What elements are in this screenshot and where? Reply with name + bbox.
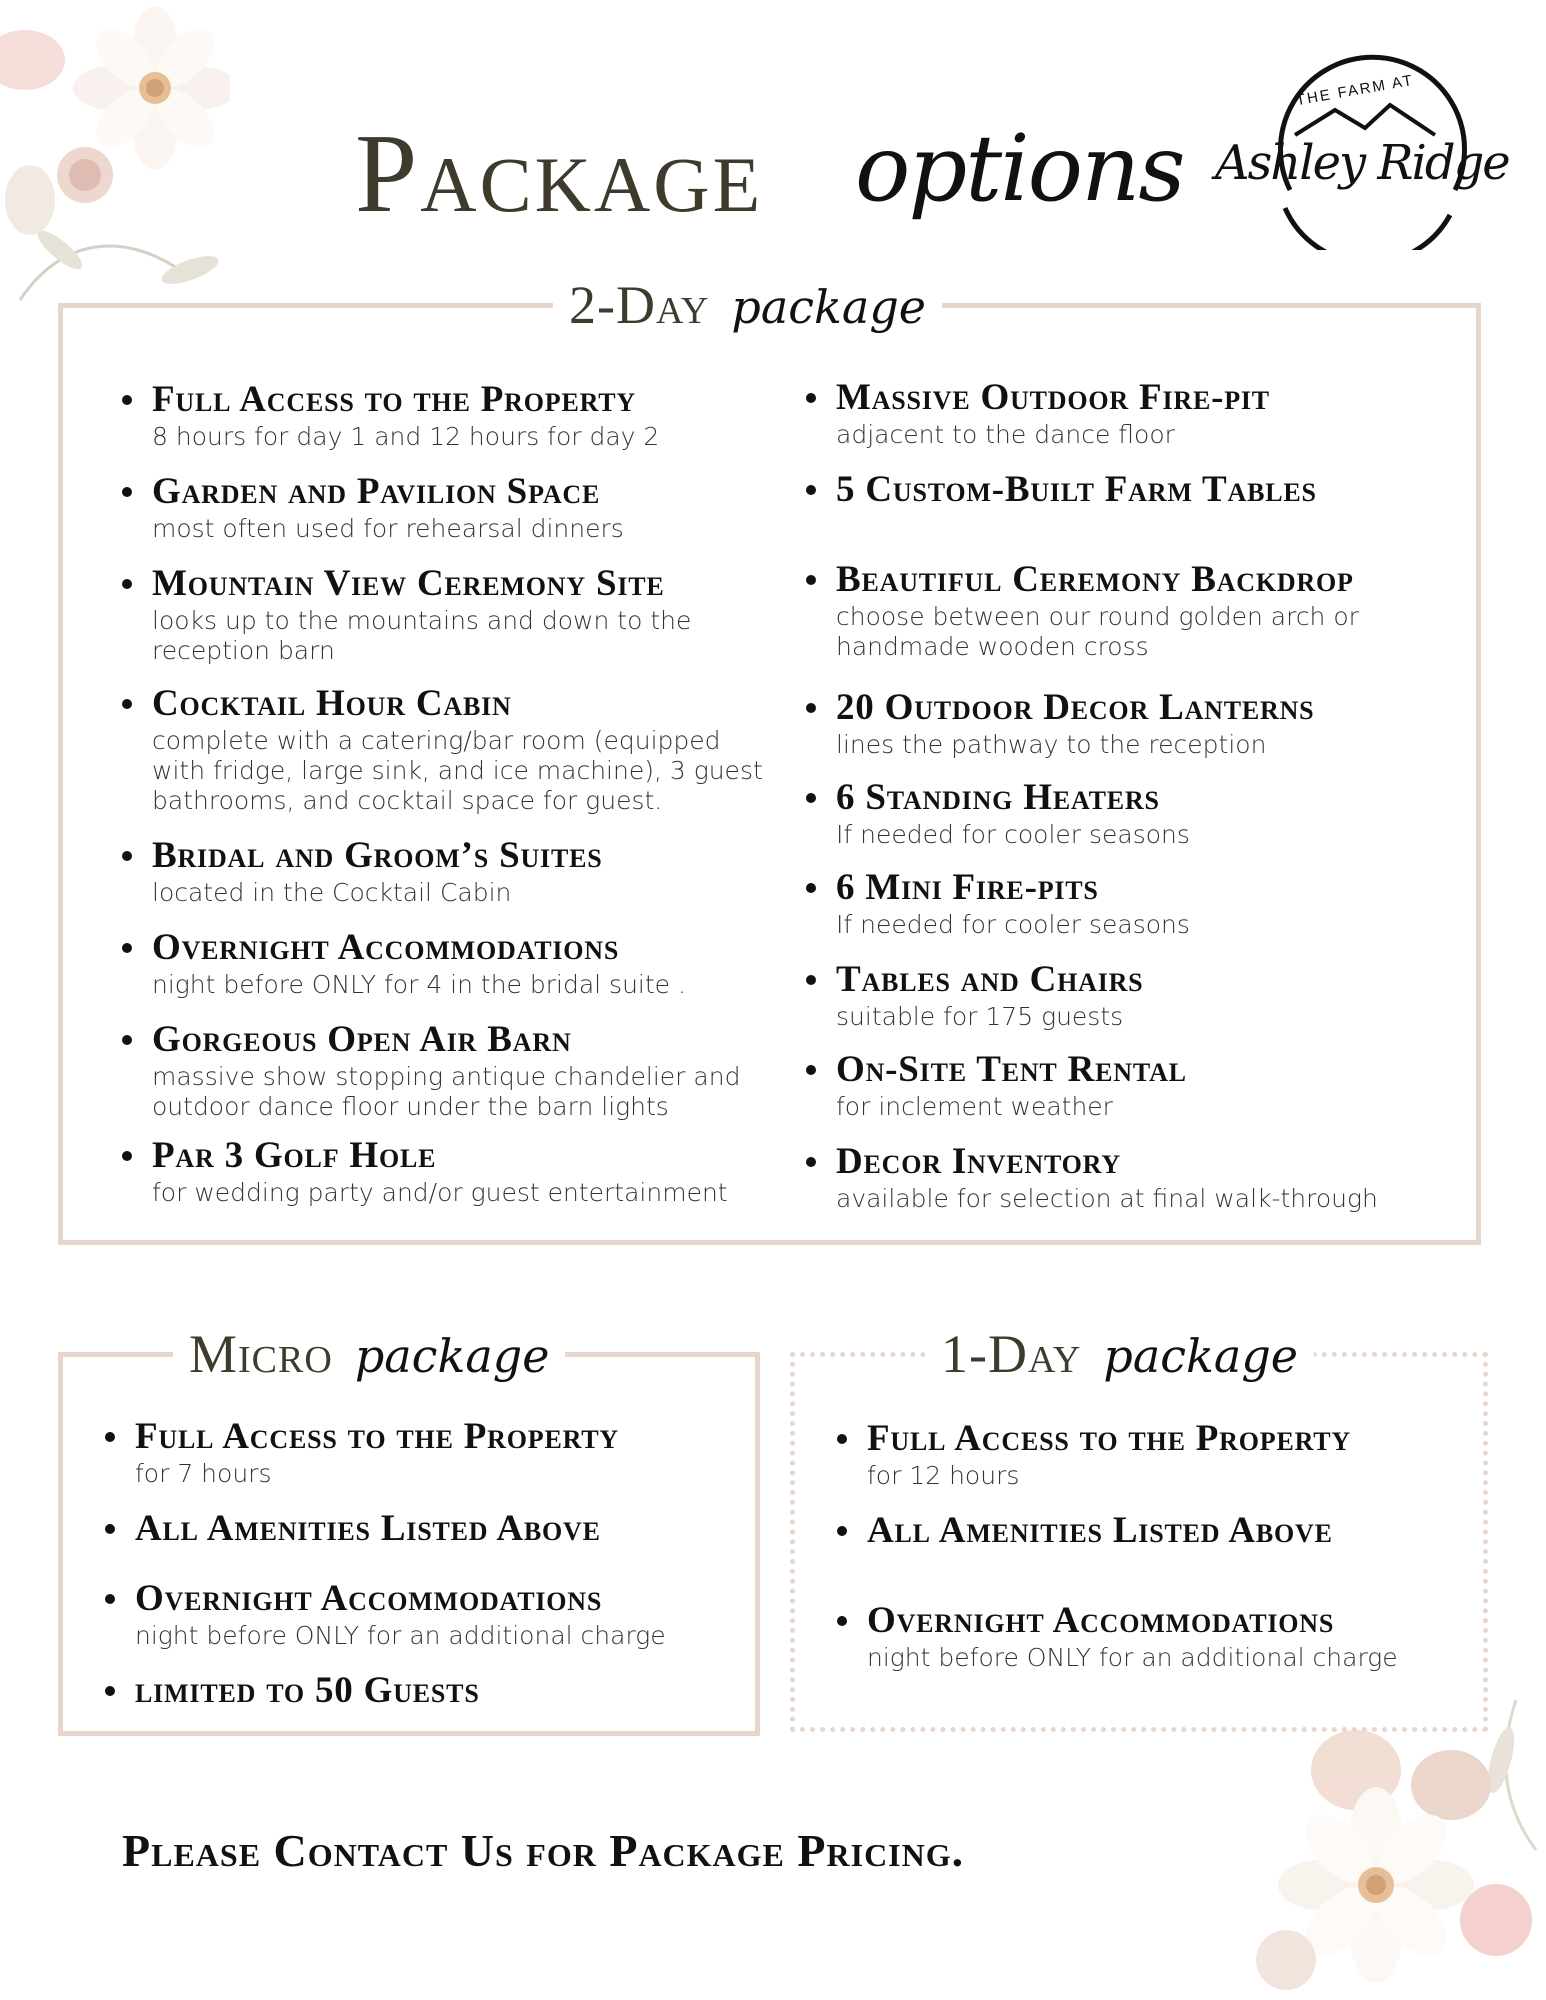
list-item <box>836 778 1436 850</box>
two-day-heading-script: package <box>731 280 926 334</box>
item-title: All Amenities Listed Above <box>135 1508 601 1549</box>
one-day-heading <box>925 1323 1314 1385</box>
list-item <box>836 378 1436 450</box>
list-item <box>867 1419 1477 1491</box>
bullet-icon <box>837 1616 847 1626</box>
bullet-icon <box>122 395 132 405</box>
bullet-icon <box>806 883 816 893</box>
floral-decoration-top-left <box>0 0 230 330</box>
bullet-icon <box>837 1526 847 1536</box>
item-title: Overnight Accommodations <box>135 1578 603 1619</box>
bullet-icon <box>122 699 132 709</box>
item-subtitle: lines the pathway to the reception <box>836 730 1267 759</box>
list-item <box>152 928 772 1000</box>
bullet-icon <box>122 579 132 589</box>
list-item <box>152 472 772 544</box>
one-day-heading-serif: 1-Day <box>941 1324 1082 1384</box>
list-item <box>152 1136 772 1208</box>
bullet-icon <box>806 1157 816 1167</box>
item-title: 20 Outdoor Decor Lanterns <box>836 687 1315 728</box>
list-item <box>152 1020 772 1122</box>
list-item <box>836 868 1436 940</box>
bullet-icon <box>122 487 132 497</box>
bullet-icon <box>806 1065 816 1075</box>
item-title: Tables and Chairs <box>836 959 1144 1000</box>
item-subtitle: for inclement weather <box>836 1092 1113 1121</box>
floral-decoration-bottom-right <box>1246 1690 1546 2000</box>
two-day-heading <box>553 274 942 336</box>
list-item <box>836 1142 1436 1214</box>
micro-package-box <box>58 1324 760 1736</box>
title-serif-text: Package <box>355 112 764 236</box>
item-subtitle: looks up to the mountains and down to the reception barn <box>152 606 692 665</box>
bullet-icon <box>122 1151 132 1161</box>
list-item <box>867 1511 1477 1553</box>
item-title: Full Access to the Property <box>135 1416 619 1457</box>
list-item <box>836 470 1436 512</box>
list-item <box>135 1671 745 1713</box>
bullet-icon <box>837 1434 847 1444</box>
bullet-icon <box>806 393 816 403</box>
one-day-heading-script: package <box>1103 1329 1298 1383</box>
bullet-icon <box>122 1035 132 1045</box>
item-title: Decor Inventory <box>836 1141 1121 1182</box>
bullet-icon <box>122 851 132 861</box>
item-title: 6 Mini Fire-pits <box>836 867 1099 908</box>
item-subtitle: for 7 hours <box>135 1459 272 1488</box>
micro-heading-script: package <box>354 1329 550 1383</box>
item-title: Garden and Pavilion Space <box>152 471 601 512</box>
item-title: 5 Custom-Built Farm Tables <box>836 469 1317 510</box>
bullet-icon <box>105 1686 115 1696</box>
item-subtitle: night before ONLY for 4 in the bridal suite . <box>152 970 686 999</box>
two-day-heading-serif: 2-Day <box>569 275 710 335</box>
list-item <box>152 380 772 452</box>
title-script-text: options <box>855 115 1184 222</box>
item-title: Overnight Accommodations <box>152 927 620 968</box>
one-day-package-box <box>790 1324 1488 1732</box>
bullet-icon <box>806 793 816 803</box>
item-title: On-Site Tent Rental <box>836 1049 1187 1090</box>
item-title: Full Access to the Property <box>152 379 636 420</box>
item-title: Bridal and Groom’s Suites <box>152 835 603 876</box>
bullet-icon <box>105 1432 115 1442</box>
item-title: All Amenities Listed Above <box>867 1510 1333 1551</box>
item-subtitle: massive show stopping antique chandelier and outdoor dance floor under the barn lights <box>152 1062 741 1121</box>
two-day-package-box <box>58 275 1481 1245</box>
item-subtitle: If needed for cooler seasons <box>836 910 1190 939</box>
item-subtitle: available for selection at final walk-through <box>836 1184 1378 1213</box>
list-item <box>152 564 772 666</box>
bullet-icon <box>806 575 816 585</box>
list-item <box>135 1579 745 1651</box>
item-title: Beautiful Ceremony Backdrop <box>836 559 1354 600</box>
item-subtitle: for 12 hours <box>867 1461 1020 1490</box>
list-item <box>135 1509 745 1551</box>
item-subtitle: adjacent to the dance floor <box>836 420 1175 449</box>
list-item <box>836 1050 1436 1122</box>
micro-heading-serif: Micro <box>189 1324 333 1384</box>
bullet-icon <box>806 703 816 713</box>
contact-footer: Please Contact Us for Package Pricing. <box>122 1825 965 1876</box>
bullet-icon <box>105 1594 115 1604</box>
item-title: 6 Standing Heaters <box>836 777 1160 818</box>
micro-heading <box>173 1323 565 1385</box>
item-title: Cocktail Hour Cabin <box>152 683 512 724</box>
bullet-icon <box>806 975 816 985</box>
list-item <box>135 1417 745 1489</box>
bullet-icon <box>806 485 816 495</box>
bullet-icon <box>122 943 132 953</box>
logo-name-text: Ashley Ridge <box>1215 135 1509 191</box>
item-subtitle: for wedding party and/or guest entertainment <box>152 1178 728 1207</box>
item-subtitle: choose between our round golden arch or handmade wooden cross <box>836 602 1359 661</box>
item-title: Overnight Accommodations <box>867 1600 1335 1641</box>
item-subtitle: complete with a catering/bar room (equipped with fridge, large sink, and ice machine), 3 guest bathrooms, and cocktail space for guest. <box>152 726 763 815</box>
item-title: Massive Outdoor Fire-pit <box>836 377 1270 418</box>
item-subtitle: night before ONLY for an additional charge <box>867 1643 1398 1672</box>
item-title: Full Access to the Property <box>867 1418 1351 1459</box>
list-item <box>152 836 772 908</box>
item-title: limited to 50 Guests <box>135 1670 480 1711</box>
list-item <box>867 1601 1477 1673</box>
list-item <box>152 684 772 816</box>
item-subtitle: most often used for rehearsal dinners <box>152 514 624 543</box>
list-item <box>836 960 1436 1032</box>
item-subtitle: If needed for cooler seasons <box>836 820 1190 849</box>
item-title: Mountain View Ceremony Site <box>152 563 665 604</box>
logo-top-text: THE FARM AT <box>1294 71 1416 110</box>
item-subtitle: suitable for 175 guests <box>836 1002 1124 1031</box>
list-item <box>836 688 1436 760</box>
item-subtitle: night before ONLY for an additional charge <box>135 1621 666 1650</box>
item-title: Par 3 Golf Hole <box>152 1135 437 1176</box>
list-item <box>836 560 1436 662</box>
farm-logo <box>1215 40 1509 250</box>
bullet-icon <box>105 1524 115 1534</box>
item-subtitle: 8 hours for day 1 and 12 hours for day 2 <box>152 422 660 451</box>
item-title: Gorgeous Open Air Barn <box>152 1019 572 1060</box>
item-subtitle: located in the Cocktail Cabin <box>152 878 512 907</box>
